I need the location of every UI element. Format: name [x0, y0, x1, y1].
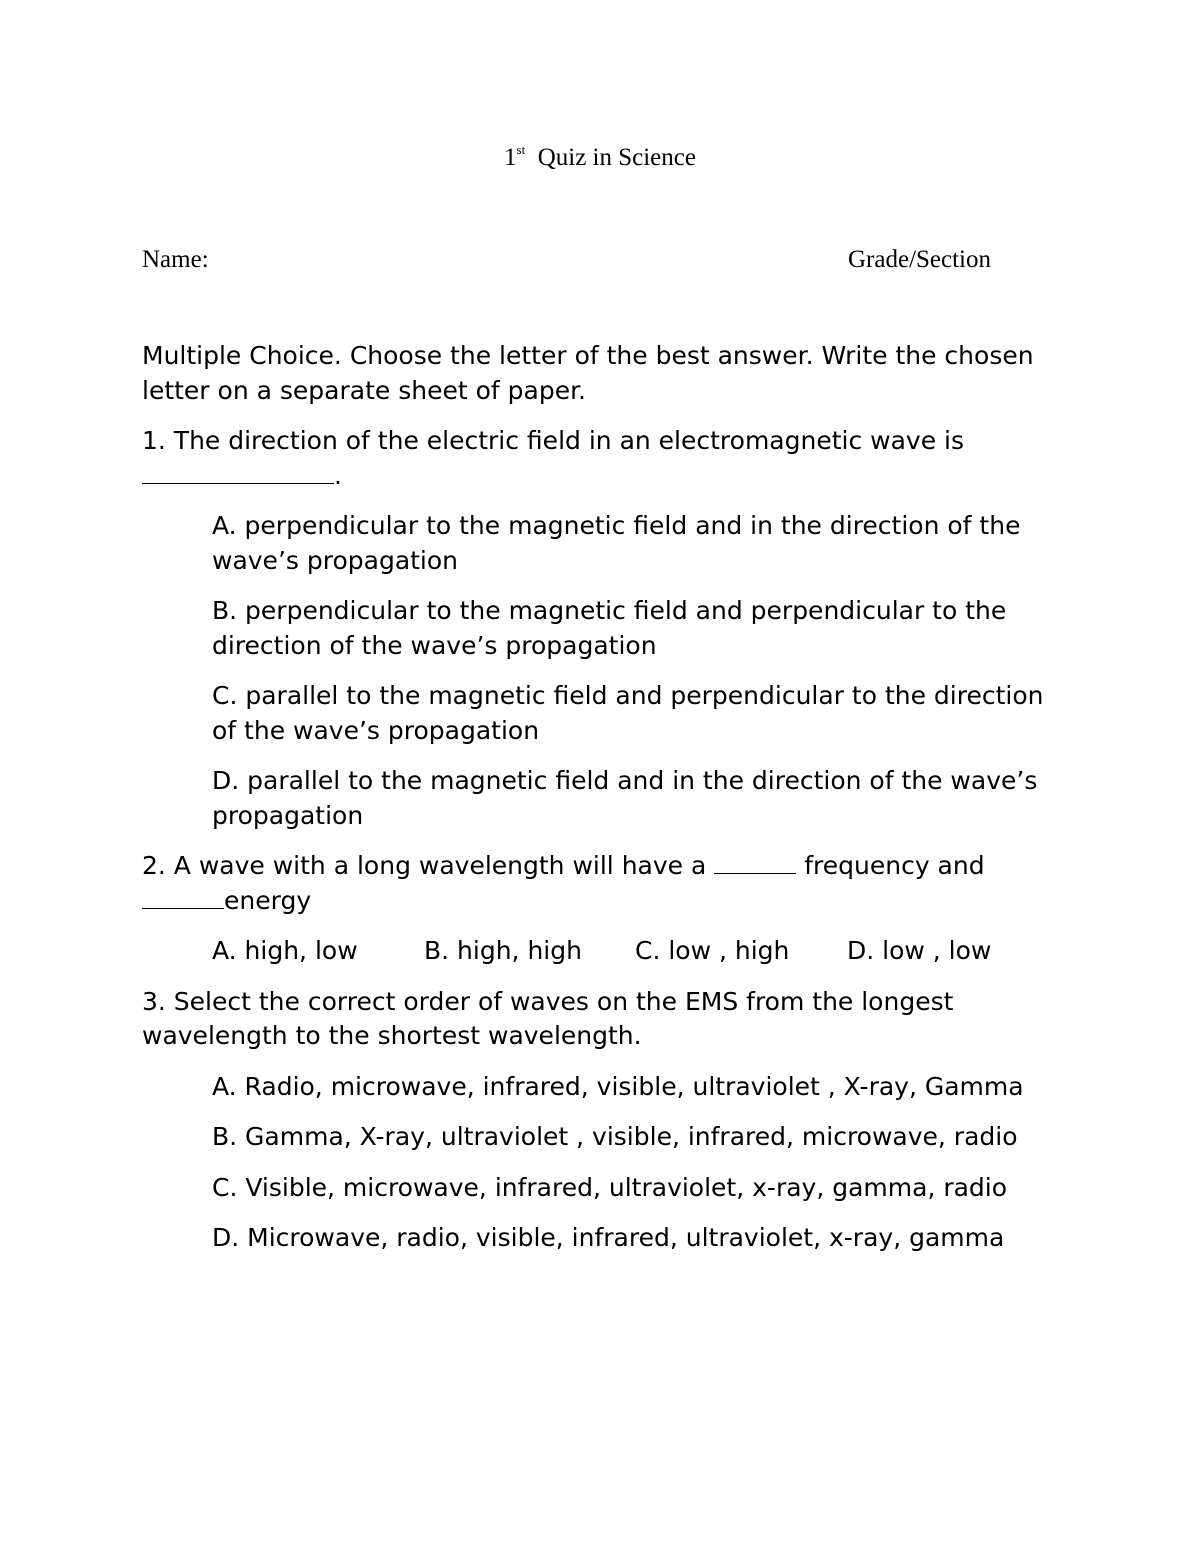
question-2-choice-b: B. high, high: [424, 936, 582, 965]
name-label: Name:: [142, 246, 209, 273]
question-1-choice-c: C. parallel to the magnetic field and perpendicular to the direction of the wave’s propagation: [212, 681, 1044, 745]
answer-blank: [142, 888, 224, 909]
title-number: 1: [504, 144, 517, 171]
question-1-stem: [142, 424, 1062, 493]
question-1-choice-b: B. perpendicular to the magnetic field and perpendicular to the direction of the wave’s propagation: [212, 596, 1007, 660]
instructions: Multiple Choice. Choose the letter of the best answer. Write the chosen letter on a separate sheet of paper.: [142, 341, 1034, 405]
question-2-choice-d: D. low , low: [847, 936, 992, 965]
question-1-end: .: [334, 460, 342, 490]
question-2: [142, 849, 1062, 969]
quiz-content: [142, 339, 1062, 1272]
answer-blank: [714, 853, 796, 874]
question-2-text-part3: energy: [224, 885, 312, 915]
question-3-choice-c: C. Visible, microwave, infrared, ultraviolet, x-ray, gamma, radio: [212, 1172, 1008, 1202]
question-3: [142, 985, 1062, 1256]
answer-blank: [142, 463, 334, 484]
question-3-choice-a: A. Radio, microwave, infrared, visible, ultraviolet , X-ray, Gamma: [212, 1071, 1024, 1101]
question-2-stem: [142, 849, 1062, 918]
question-2-text-part1: 2. A wave with a long wavelength will have a: [142, 851, 707, 880]
title-text: Quiz in Science: [537, 144, 696, 171]
question-2-choice-c: C. low , high: [635, 936, 790, 965]
question-1-choice-d: D. parallel to the magnetic field and in the direction of the wave’s propagation: [212, 766, 1038, 830]
grade-section-label: Grade/Section: [848, 246, 992, 273]
title-superscript: st: [516, 142, 526, 157]
question-1-choice-a: A. perpendicular to the magnetic field and in the direction of the wave’s propagation: [212, 511, 1021, 575]
question-1-text: 1. The direction of the electric field in an electromagnetic wave is: [142, 426, 965, 455]
question-3-choice-b: B. Gamma, X-ray, ultraviolet , visible, infrared, microwave, radio: [212, 1122, 1018, 1151]
question-3-choice-d: D. Microwave, radio, visible, infrared, ultraviolet, x-ray, gamma: [212, 1223, 1005, 1252]
question-2-choice-a: A. high, low: [212, 936, 358, 965]
page-title: [0, 142, 1200, 174]
question-2-choices: [212, 934, 1062, 969]
question-2-text-part2: frequency and: [804, 851, 985, 880]
question-3-stem: 3. Select the correct order of waves on the EMS from the longest wavelength to the shortest wavelength.: [142, 986, 954, 1050]
question-1: [142, 424, 1062, 833]
